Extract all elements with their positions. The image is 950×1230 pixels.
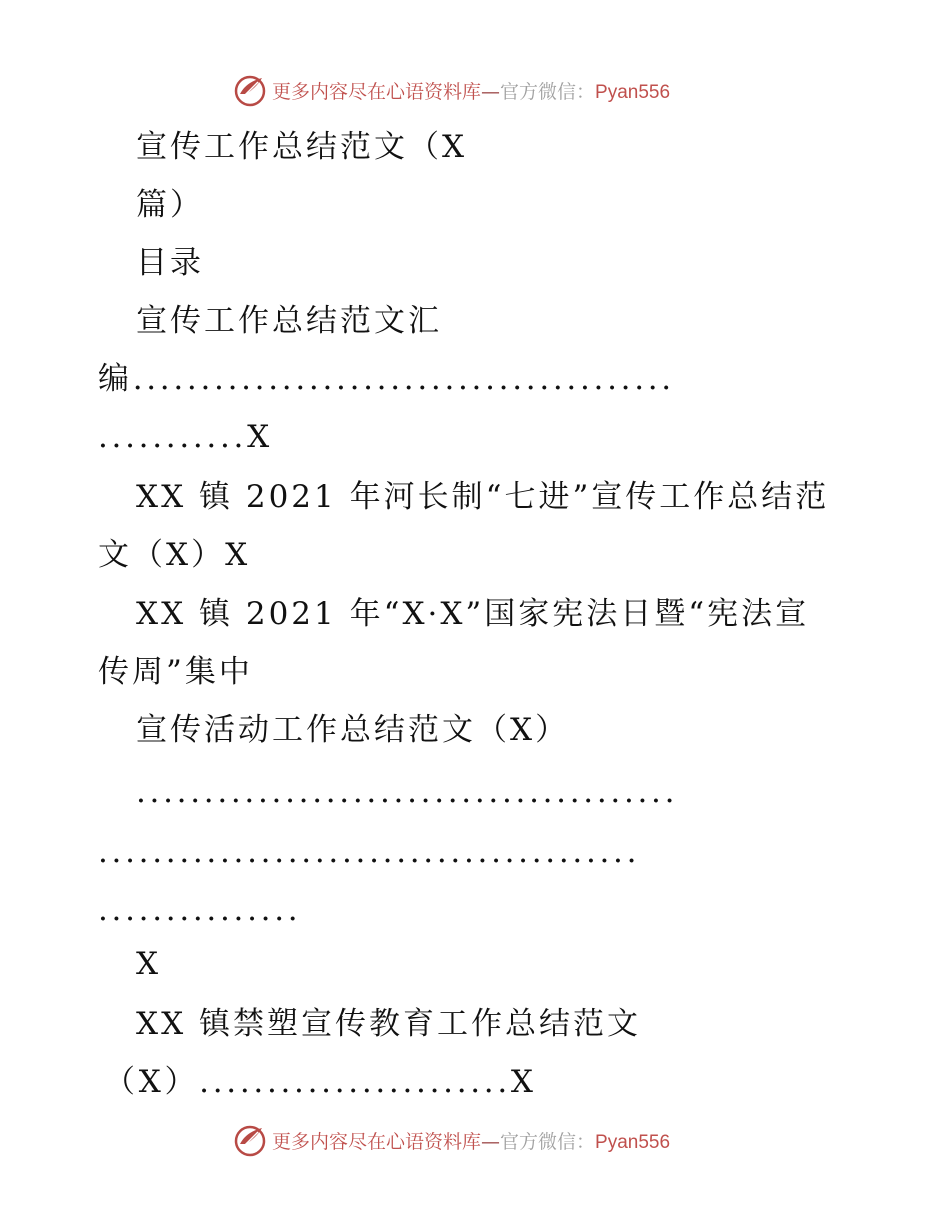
header-banner — [232, 70, 712, 110]
toc-entry-1-line1: 宣传工作总结范文汇 — [136, 303, 442, 339]
banner-separator: — — [481, 1130, 501, 1153]
doc-title-line1: 宣传工作总结范文（X — [136, 129, 468, 165]
toc-entry-4-line2: （X）.......................X — [104, 1064, 537, 1100]
toc-entry-4-line1: XX 镇禁塑宣传教育工作总结范文 — [136, 1006, 641, 1042]
footer-banner — [232, 1120, 712, 1160]
toc-entry-2-line2: 文（X）X — [98, 537, 251, 573]
toc-entry-1-page: ...........X — [98, 419, 273, 455]
quill-logo-icon — [232, 1122, 268, 1158]
toc-heading: 目录 — [136, 245, 204, 281]
banner-text: 更多内容尽在心语资料库 — [272, 1130, 482, 1153]
toc-entry-3-dots-3: ............... — [98, 892, 302, 928]
toc-entry-3-dots-2: ........................................ — [98, 834, 641, 870]
banner-separator: — — [481, 80, 501, 103]
banner-wechat-label: 官方微信： — [500, 80, 596, 103]
banner-wechat-id: Pyan556 — [595, 81, 671, 103]
banner-wechat-label: 官方微信： — [500, 1130, 596, 1153]
doc-title-line2: 篇） — [136, 187, 204, 223]
toc-entry-3-line3: 宣传活动工作总结范文（X） — [136, 712, 570, 748]
toc-entry-1-line2: 编........................................ — [98, 361, 675, 397]
toc-entry-3-line2: 传周”集中 — [98, 654, 253, 690]
quill-logo-icon — [232, 72, 268, 108]
toc-entry-3-dots-1: ........................................ — [136, 774, 679, 810]
toc-entry-3-page: X — [136, 946, 162, 982]
banner-text: 更多内容尽在心语资料库 — [272, 80, 482, 103]
toc-entry-3-line1: XX 镇 2021 年“X·X”国家宪法日暨“宪法宣 — [136, 596, 810, 632]
toc-entry-2-line1: XX 镇 2021 年河长制“七进”宣传工作总结范 — [136, 479, 830, 515]
banner-wechat-id: Pyan556 — [595, 1131, 671, 1153]
